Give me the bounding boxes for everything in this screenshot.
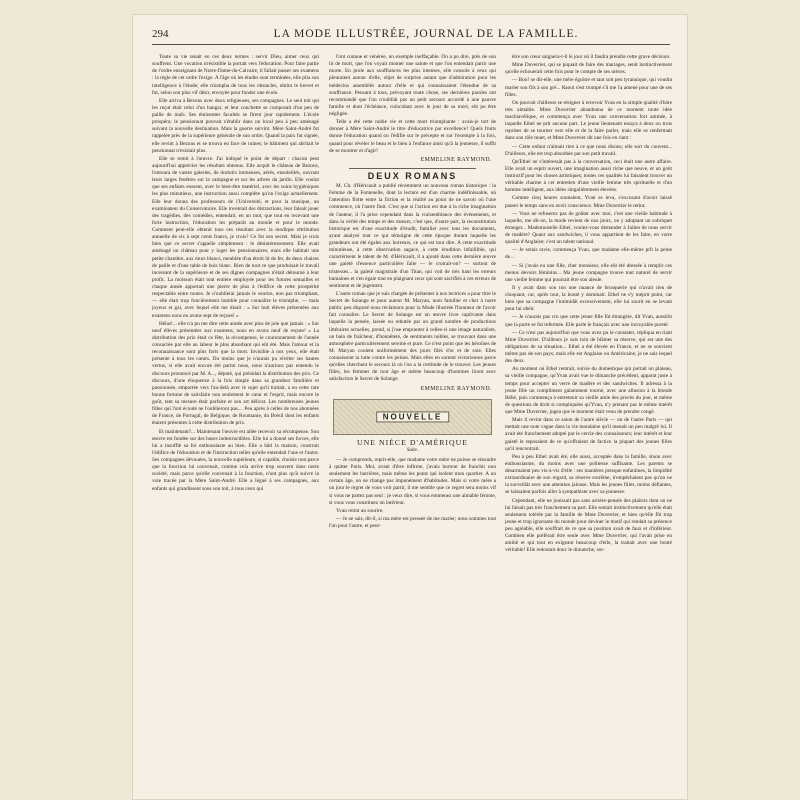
column-3	[505, 54, 672, 790]
paragraph: Mme Duverrier, qui se piquait de faire des mariages, senit instinctivement qu'elle échouerait cette fois pour le compte de ses nièces.	[505, 62, 672, 76]
divider	[349, 168, 476, 169]
page-number: 294	[152, 28, 169, 40]
paragraph: — Si j'avais eu une fille, cher monsieur, elle eût été dressée à remplir ces menus devoirs féminins... Ma jeune compagne trouve tout naturel de servir une vieille femme qui pourrait être son aïeule.	[505, 262, 672, 283]
paragraph: Elle arriva à Bezons avec deux religieuses, ses compagnes. Le seul toit qui les reçut était celui d'un hangar, et leur couchette se composait d'un peu de paille de maïs. Ses éminentes facultés se firent jour rapidement. L'école prospéra; le pensionnat pouvait s'établir dans un local peu à peu aménagé suivant la nouvelle destination. Mais la guerre survint. Mère Saint-André fut rappelée près de la supérieure générale de son ordre. Quand la paix fut signée, elle revint à Bezons et se trouva en face de ruines; le bâtiment qui abritait le pensionnat n'existait plus.	[152, 97, 319, 154]
paragraph: être son cœur saignera-t-il le jour où il faudra prendre cette grave décision.	[512, 54, 671, 60]
section-heading: DEUX ROMANS	[367, 170, 458, 181]
paragraph: — Je comprends, reprit-elle, que madame votre mère ne puisse se résoudre à quitter Paris. Moi, avant d'être infirme, j'avais horreur de franchir non seulement les barrières, mais même les ponts qui isolent mon quartier. A un certain âge, on ne change pas impunément d'habitudes. Mais si votre mère a un jour le regret de vous voir partir, il me semble que ce regret sera moins vif si vous ne partez pas seul : je veux dire, si vous emmenez une aimable femme, si vous vous constituez un intérieur.	[329, 456, 496, 506]
paragraph: Hélas!... elle n'a pu me dire cette année avec plus de joie que jamais : « Sur neuf élèves présentées aux examens, nous en avons neuf de reçues! » La distribution des prix était ce fête, la récompense, le couronnement de l'année consacrée par elle au labeur le plus absorbant qui eût été. Mais l'amour et la reconnaissance sont plus forts que la mort. Invisible à nos yeux, elle était présente à tous les cœurs. Du moins que je n'aurais pu révéler ses hautes vertus, si elle avait encore été parmi nous, nous n'aurions pas entendu le discours prononcé par M. A..., député, qui présidait la distribution des prix. Ce discours, d'une éloquence à la fois simple dans sa grandeur familière et passionnée, emportée vers l'au-delà avec le sujet qu'il traitait, a eu cette rare bonne fortune de satisfaire non seulement le cœur et l'esprit, mais encore le goût, tant sa mesure était parfaite et son art délicat. Les nombreuses jeunes filles qui l'ont écouté ne l'oublieront pas.... Peu après à celles de nos abonnées de France, de Portugal, de Belgique, de Roumanie, du Brésil dont les enfants étaient présentes à cette distribution de prix.	[152, 320, 319, 427]
newspaper-page	[132, 14, 688, 800]
paragraph: Toute sa vie tenait en ces deux termes : servir Dieu, aimer ceux qui souffrent. Une vocation irrésistible la portait vers l'éducation. Pour faire partie de l'ordre enseignant de Notre-Dame-du-Calvaire, il fallait passer ses examens : la règle de cet ordre l'exige. A l'âge où les études sont terminées, elle plia son intelligence à l'étude; elle triompha de tous les obstacles, obtint le brevet et fut, selon son plus vif désir, envoyée pour fonder une école.	[152, 54, 319, 96]
paragraph: — Ce n'est pas aujourd'hui que vous avez pu le constater, répliqua en riant Mme Duverrier. D'ailleurs je suis loin de blâmer sa réserve, qui est une des obligations de sa situation... Ethel a été élevée en France, et ne se souvient même pas de son pays; mais elle est Anglaise ou Américaine, je ne sais lequel des deux.	[505, 329, 672, 365]
page-header	[152, 24, 670, 45]
paragraph: — Cette enfant n'aimait rien à ce que nous disons; elle sort du couvent... D'ailleurs, elle est trop absorbée par son petit travail.	[505, 143, 672, 157]
paragraph: Peu à peu Ethel avait été, elle aussi, acceptée dans la famille, sinon avec enthousiasme, du moins avec une politesse suffisante. Les parents se désarmaient peu vis-à-vis d'elle : ses manières presque enfantines, la limpidité extraordinaire de son regard, sa réserve extrême, n'empêchaient pas qu'on ne la surveillât avec une attention jalouse. Mais les jeunes filles, moins défiantes, se laissaient parfois aller à sympathiser avec sa jeunesse.	[505, 453, 672, 496]
paragraph: — Je ne sais, dit-il, si ma mère est pressée de me marier; nous sommes tout l'un pour l'autre, et peut-	[329, 515, 496, 529]
paragraph: Il y avait dans son ton une nuance de brusquerie qui n'avait rien de choquant, car, après tout, la bonté y dominait. Ethel ne s'y méprit point, car bien que sa compagne l'intimidât excessivement, elle lui sourit en se levant pour lui obéir.	[505, 284, 672, 313]
vignette-label: NOUVELLE	[376, 411, 450, 422]
story-title: UNE NIÈCE D'AMÉRIQUE	[356, 437, 469, 447]
paragraph: On pouvait d'ailleurs se résigner à recevoir Yvan en la simple qualité d'hôte très aimable. Mme Duverrier abandonna de ce moment toute idée machiavélique, et commença avec Yvan une conversation fort animée, à laquelle Ethel ne prit aucune part. Le jeune lieutenant essaya à deux ou trois reprises de se tourner vers elle et de la faire parler, mais elle se renfermait dans son rôle muet, et Mme Duverrier dit une fois en riant :	[505, 99, 672, 142]
paragraph: Et maintenant?... Maintenant l'œuvre est allée recevoir sa récompense. Son œuvre est fondée sur des bases indestructibles. Elle lui a donné ses forces, elle lui a insufflé sa foi enthousiaste au bien. Elle a bâti la maison, construit l'édifice de l'éducation et de l'instruction telles qu'elle entendait l'une et l'autre. Ses compagnes dévouées, la nouvelle supérieure, si capable, choisie non parce que la fonction lui convenait, comme cela arrive trop souvent dans notre société, mais parce qu'elle convenait à la fonction, n'ont plus qu'à suivre la voie tracée par la Mère Saint-André. Elle a légué à ses compagnes, aux enfants qui grandissent sous son toit, à tous ceux qui	[152, 428, 319, 492]
paragraph: Qu'Ethel ne s'intéressât pas à la conversation, ceci était une autre affaire. Elle avait un esprit ouvert, une imagination aussi riche que neuve, et un goût instinctif pour les choses artistiques; toutes ces qualités lui faisaient trouver un véritable charme à cet entretien d'une vieille femme très spirituelle et d'un homme intelligent, aux idées singulièrement élevées.	[505, 158, 672, 194]
paragraph: Au moment où Ethel rentrait, suivie du domestique qui portait un plateau, sa vieille compagne, qu'Yvan avait vue le dimanche précédent, apparut juste à temps pour accepter un verre de madère et des sandwiches. Il adressa à la jeune fille un compliment galamment tourné, avec une allusion à la blonde Bébé, puis commença à entretenir sa vieille amie des procès du jour, et même de questions de droit si compliquées qu'Yvan, n'y prenant pas le même intérêt que Mme Duverrier, jugea que le moment était venu de prendre congé.	[505, 366, 672, 415]
paragraph: Elle se remit à l'œuvre. J'ai indiqué le point de départ : chacun peut aujourd'hui apprécier les résultats obtenus. Elle acquit le château de Bezons, l'entoura de vastes galeries, de dortoirs immenses, aérés, ensoleillés, ouvrant leurs larges fenêtres sur la campagne et sur les arbres du jardin. Elle voulut que ses enfants eussent, avec le bien-être matériel, avec les soins hygiéniques les plus minutieux, une instruction aussi complète qu'on l'exige actuellement. Elle leur donna des professeurs de l'Université, et pour la musique, un examinateur du Conservatoire. Elle inventait des distractions, leur faisait jouer des tragédies, des comédies, entendait, en un mot, que tout en recevant une forte instruction, l'éducation les préparât au monde et pour le monde. Comment peut-elle obtenir tous ces résultats avec la modique rétribution annuelle de six à sept cents francs, je crois? Ce fut son secret. Mais je crois bien que ce secret s'appelle simplement : le désintéressement. Elle avait aménagé un château pour y loger les pensionnaires; mais elle habitait une petite chambre, aux murs blancs, meublée d'un étroit lit de fer, de deux chaises de paille et d'une table de bois blanc. Rien de tout ce que produisait le travail incessant de la supérieure et de ses dignes compagnes n'était détourné à leur profit. La moisson était tout entière employée pour les futures semailles et chaque année apportait une pierre de plus à l'édifice de cette prospérité respectable entre toutes. Je n'oublierai jamais le sourire, non pas triomphant, — elle était trop foncièrement humble pour connaître le triomphe, — mais joyeux et gai, avec lequel elle me disait : « Sur huit élèves présentées aux examens nous en avons sept de reçues! »	[152, 155, 319, 319]
paragraph: — Je serais ravie, commença Yvan, que madame elle-même prît la peine de...	[505, 247, 672, 261]
journal-title: LA MODE ILLUSTRÉE, JOURNAL DE LA FAMILLE.	[273, 28, 579, 40]
signature: EMMELINE RAYMOND.	[420, 385, 492, 392]
paragraph: M. Ch. d'Héricault a publié récemment un nouveau roman historique : la Femme de la Fontenelle, dont la lecture est d'un charme indéfinissable, où l'attention flotte entre la fiction et la réalité au point de ne savoir où l'une commence, où l'autre finit. C'est que si l'action est due à la riche imagination de l'auteur, il l'a prise cependant dans la vraisemblance des événements, et dans la vérité des temps et des mœurs; c'est que, d'autre part, la reconstitution historique est d'une exactitude d'érudit, familier avec tous les documents, ayant analysé tout ce qui témoigne de cette époque durant laquelle les grandeurs ont été égales aux horreurs, ce qui est tout dire. A cette exactitude minutieuse, à cette observation sagace, à cette érudition infaillible, qui caractérisent le talent de M. d'Héricault, il a ajouté dans cette dernière œuvre une gaieté d'essence particulière faite — le croirait-on? — surtout de tristesses... la gaieté magistrale d'un Titan, qui voit de très haut les erreurs humaines et s'en égaie tout en plaignant ceux qui sont sacrifiés à ces erreurs de sentiment et de jugement.	[329, 183, 496, 289]
paragraph: Comme cinq heures sonnaient, Yvan se leva, s'excusant d'avoir laissé passer le temps sans en avoir conscience. Mme Duverrier le retint.	[505, 195, 672, 209]
paragraph: — Je n'aurais pas cru que cette jeune fille fût étrangère, dit Yvan, aussitôt que la porte se fut refermée. Elle parle le français avec une incroyable pureté.	[505, 314, 672, 328]
column-1	[152, 54, 319, 790]
paragraph: l'ont connue et vénérée, un exemple ineffaçable. On a pu dire, près de son lit de mort, que l'on voyait monter une sainte et que l'on entendait partir une morte. En proie aux souffrances les plus intenses, elle console à ceux qui pleuraient autour d'elle, objet de surprise autant que d'admiration pour les médecins assemblés autour d'elle et qui connaissaient l'étendue de sa souffrance. Pensant à tous, prévoyant toute chose, ses dernières paroles ont recommandé que l'on n'oubliât pas un petit secours accordé à une pauvre famille et dont l'échéance, coïncidant avec le jour de sa mort, eût pu être négligée.	[329, 54, 496, 117]
story-suite: Suite.	[406, 447, 419, 453]
paragraph: Yvan retint un sourire.	[336, 507, 384, 514]
paragraph: Mais il revint dans ce salon de l'autre siècle — on de l'autre Paris — qui mettait une note vague dans la vie mondaine qu'il menait un peu malgré lui. Il avait été franchement adopté par le cercle des connaisseurs; leur intérêt et leur gaieté le reposaient de ce qu'offraient de factice la plupart des jeunes filles qu'il rencontrait.	[505, 417, 672, 452]
decorative-vignette	[333, 399, 492, 435]
paragraph: Telle a été cette noble vie et cette mort triomphante : avais-je tort de donner à Mère Saint-André le titre d'éducatrice par excellence? Quels fruits donne l'éducation quand on l'édifie sur le précepte et sur l'exemple à la fois, quand pour révéler le beau et le bien à l'enfance ainsi qu'à la jeunesse, il suffit de se montrer et d'agir!	[329, 119, 496, 154]
paragraph: L'autre roman que je suis chargée de présenter à nos lectrices a pour titre le Secret de Solange et pour auteur M. Maryan, nom familier et cher à notre public peu disposé nous réclamons pour la Mode illustrée l'honneur de l'avoir fait connaître. Le Secret de Solange est un œuvre livre captivante dans laquelle la pensée, lassée ou rebutée par un grand nombre de productions littéraires actuelles, prend, si j'ose emprunter à celles-ci une image naturaliste, un bain de fraîcheur, d'honnêteté, de sentiments nobles, se trouvant dans une atmosphère particulièrement sereine et pure. Ce n'est point que les héroïnes de M. Maryan coulent uniformément des jours filés d'or et de soie. Elles connaissent la lutte contre les peines. Mais elles en sortent victorieuses parce qu'elles cherchent le secours là où l'on a la certitude de le trouver. Les jeunes filles, les femmes de tout âge et même beaucoup d'hommes liront avec satisfaction le Secret de Solange.	[329, 290, 496, 383]
paragraph: Cependant, elle ne jouissait pas sans arrière-pensée des plaisirs dont on ne lui faisait pas très franchement sa part. Elle sentait instinctivement qu'elle était seulement tolérée par la famille de Mme Duverrier, et bien qu'elle fût trop jeune et trop ignorante du monde pour deviner le motif qui rendait sa présence peu agréable, elle souffrait de ce que sa position avait de faux et d'inférieur. Combien elle préférait être seule avec Mme Duverrier, qui l'avait prise en amitié et qui tout en exigeant beaucoup d'elle, la traitait avec une bonté véritable! Elle redoutait donc le dimanche, sur-	[505, 497, 672, 554]
paragraph: — Vous ne refuserez pas de goûter avec moi, c'est une vieille habitude à laquelle, me dit-on, la mode revient de nos jours, on y adoptant un sobriquet étranger... Mademoiselle Ethel, voulez-vous demander à Julien de nous servir de madère? Quant aux sandwiches, il vous appartient de les faire, en votre qualité d'Anglaise; c'est un talent national.	[505, 210, 672, 246]
paragraph: — Bon! se dit-elle, une mère égoïste et tant soit peu tyrannique, qui voudra marier son fils à son gré... Raoul s'est trompé s'il me l'a amené pour une de ses filles.	[505, 77, 672, 98]
column-2	[329, 54, 496, 790]
signature: EMMELINE RAYMOND.	[420, 156, 492, 163]
